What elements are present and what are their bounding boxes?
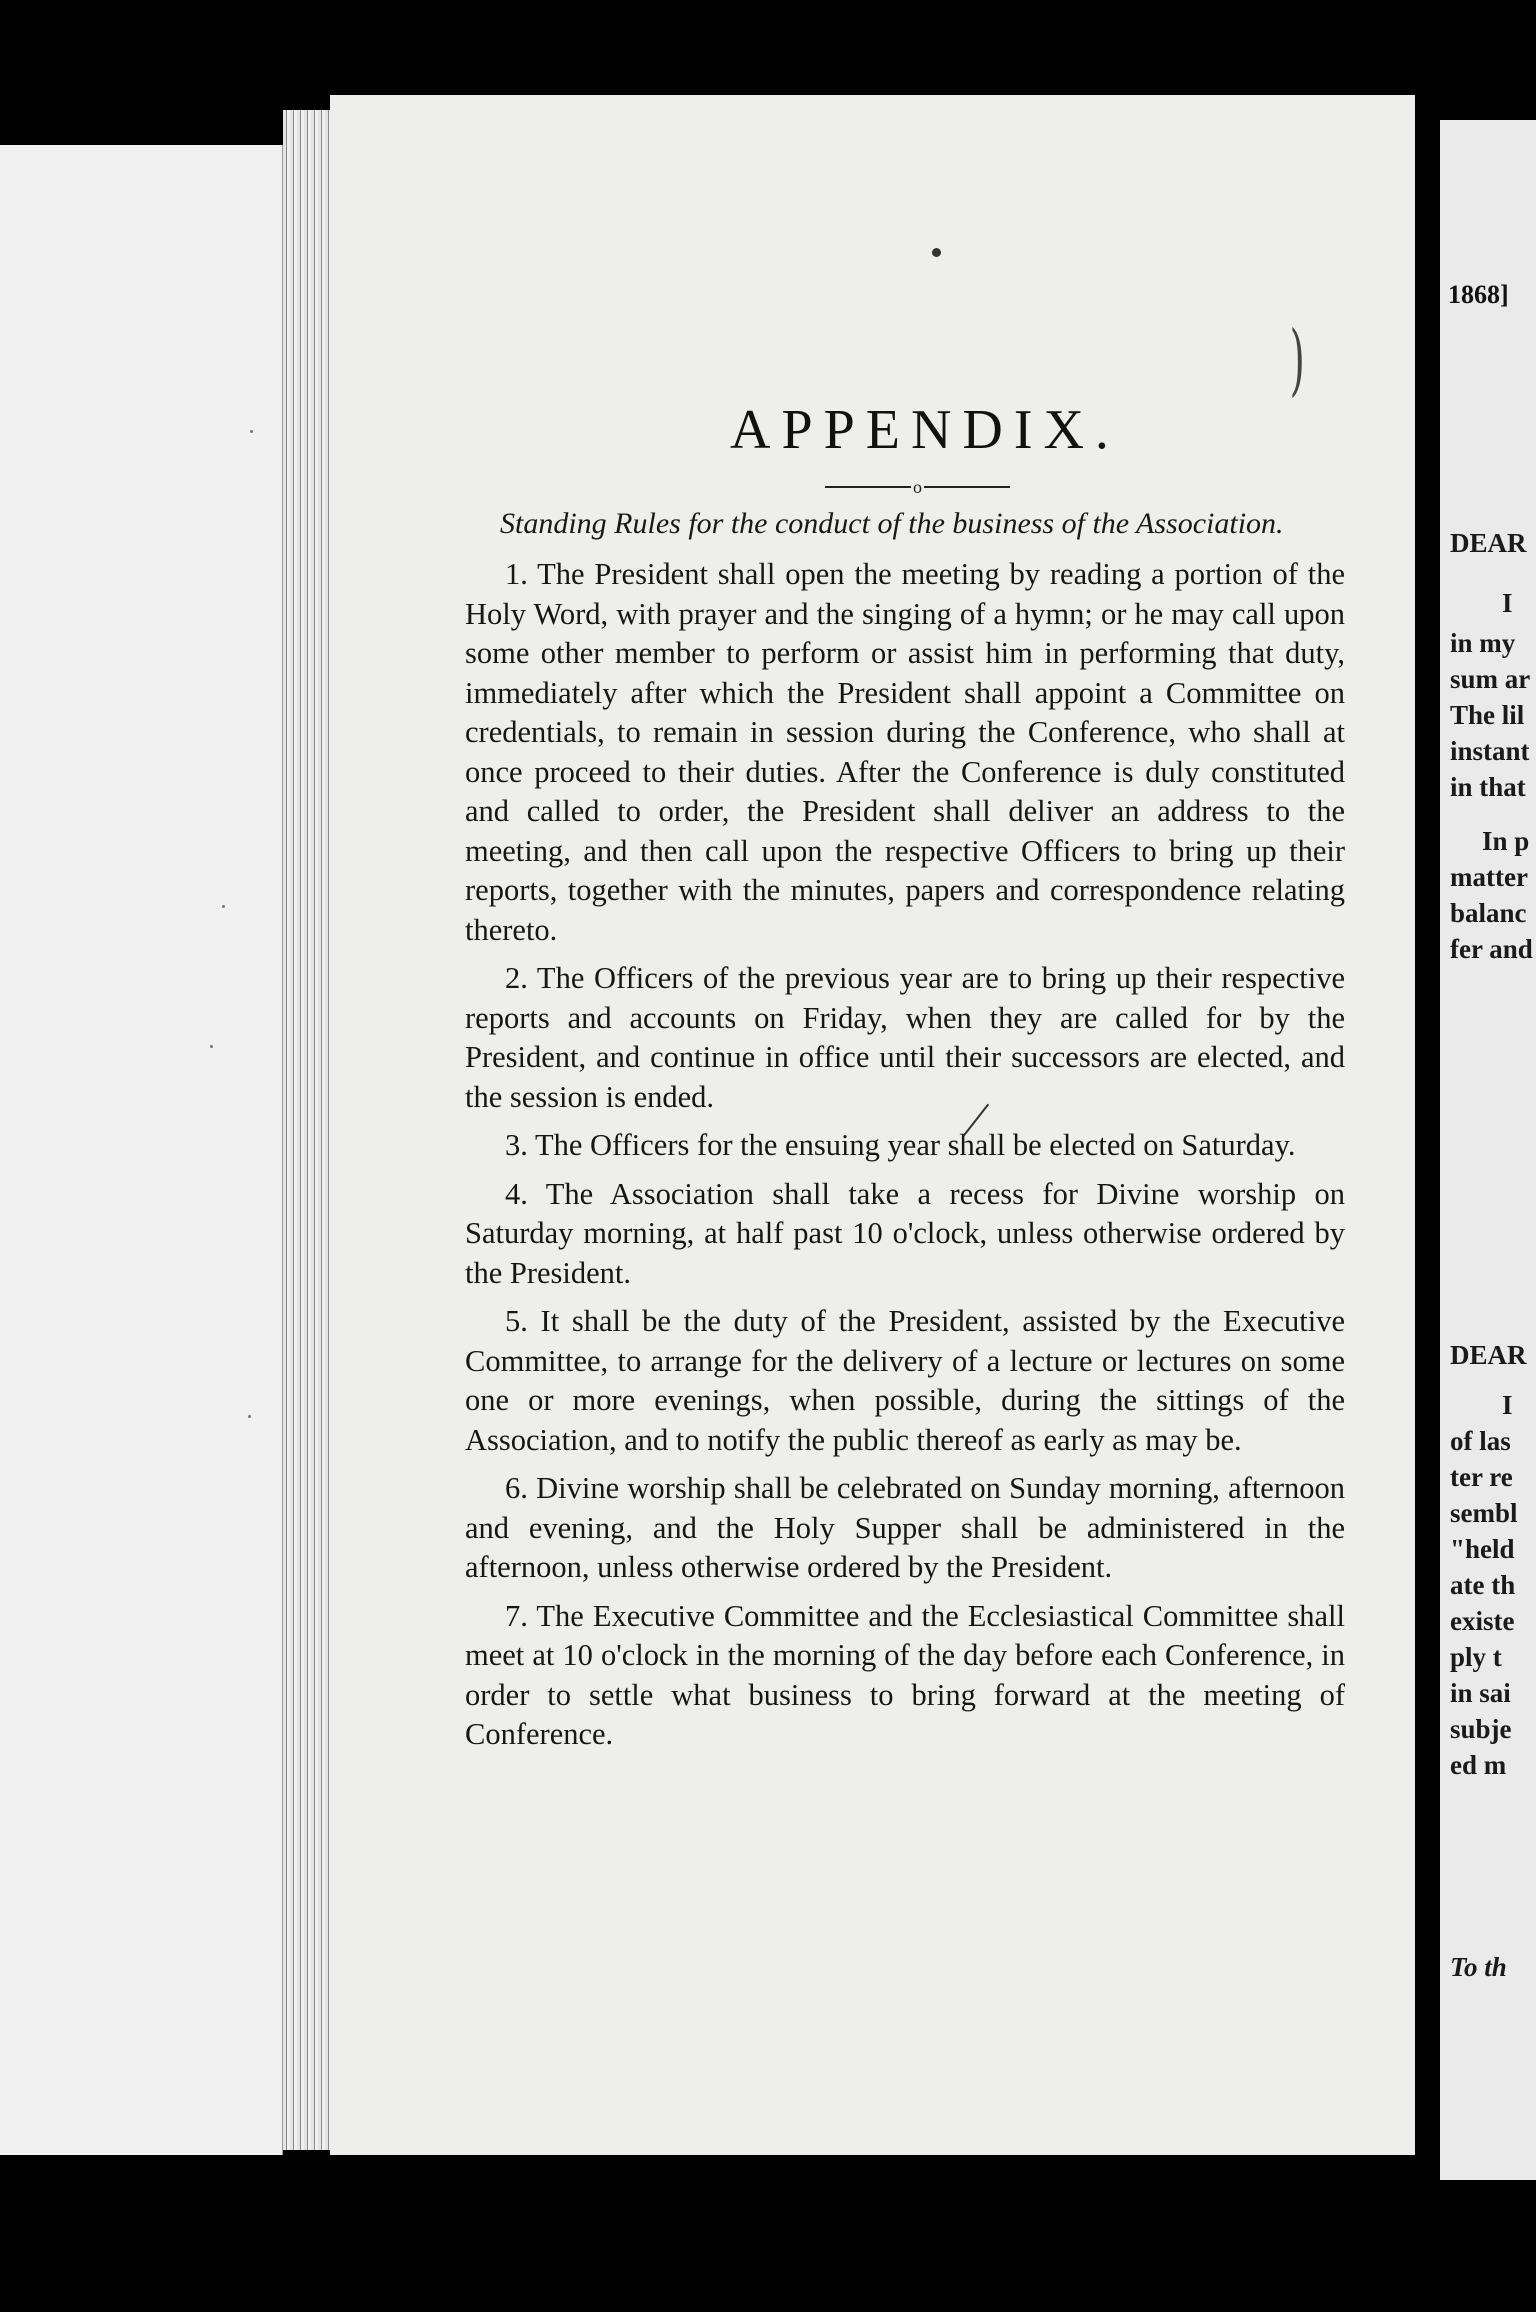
right-page — [1440, 120, 1536, 2180]
right-page-text: DEAR — [1450, 528, 1527, 558]
appendix-title: APPENDIX. — [730, 399, 1120, 461]
rule-ornament: o — [913, 477, 922, 497]
rule-7: 7. The Executive Committee and the Ecclesiastical Committee shall meet at 10 o'clock in the morning of the day before each Conference, in order to settle what business to bring forward at the meeting of Conference. — [465, 1598, 1345, 1751]
speck — [222, 905, 225, 908]
right-page-text: I — [1502, 588, 1513, 618]
ink-dot — [932, 248, 941, 257]
right-page-text: existe — [1450, 1606, 1515, 1636]
right-page-text: ply t — [1450, 1642, 1502, 1672]
right-page-text: instant — [1450, 736, 1530, 766]
year-heading: 1868] — [1448, 280, 1509, 309]
speck — [248, 1415, 251, 1418]
right-page-text: fer and — [1450, 934, 1533, 964]
right-page-text: I — [1502, 1390, 1513, 1420]
appendix-subtitle: Standing Rules for the conduct of the business of the Association. — [500, 507, 1284, 540]
right-page-text: in that — [1450, 772, 1526, 802]
right-page-text: ate th — [1450, 1570, 1516, 1600]
right-page-text: In p — [1482, 826, 1530, 856]
rule-2: 2. The Officers of the previous year are to bring up their respective reports and accounts on Friday, when they are called for by the President, and continue in office until their successors are elected, and the session is ended. — [465, 961, 1345, 1114]
rule-3: 3. The Officers for the ensuing year shall be elected on Saturday. — [505, 1128, 1296, 1162]
right-page-text: sembl — [1450, 1498, 1518, 1528]
right-page-text: sum ar — [1450, 664, 1531, 694]
right-page-text: ter re — [1450, 1462, 1513, 1492]
rule-4: 4. The Association shall take a recess for Divine worship on Saturday morning, at half past 10 o'clock, unless otherwise ordered by the President. — [465, 1176, 1345, 1290]
right-page-text: of las — [1450, 1426, 1511, 1456]
right-page-text: subje — [1450, 1714, 1512, 1744]
rule-5: 5. It shall be the duty of the President, assisted by the Executive Committee, to arrange for the delivery of a lecture or lectures on some one or more evenings, when possible, during the sittings of the Association, and to notify the public thereof as early as may be. — [465, 1304, 1345, 1457]
ornament-rule — [825, 478, 1010, 496]
right-page-text: To th — [1450, 1952, 1507, 1982]
right-page-text: matter — [1450, 862, 1528, 892]
right-page-text: "held — [1450, 1534, 1515, 1564]
rule-line — [825, 486, 911, 488]
rule-1: 1. The President shall open the meeting by reading a portion of the Holy Word, with prayer and the singing of a hymn; or he may call upon some other member to perform or assist him in performing that duty, immediately after which the President shall appoint a Committee on credentials, to remain in session during the Conference, who shall at once proceed to their duties. After the Conference is duly constituted and called to order, the President shall deliver an address to the meeting, and then call upon the respective Officers to bring up their reports, together with the minutes, papers and correspondence relating thereto. — [465, 557, 1345, 947]
right-page-text: DEAR — [1450, 1340, 1527, 1370]
right-page-text: ed m — [1450, 1750, 1507, 1780]
speck — [250, 430, 253, 433]
right-page-text: balanc — [1450, 898, 1527, 928]
right-page-text: The lil — [1450, 700, 1525, 730]
rule-6: 6. Divine worship shall be celebrated on Sunday morning, afternoon and evening, and the Holy Supper shall be administered in the afternoon, unless otherwise ordered by the President. — [465, 1471, 1345, 1584]
bracket-mark: ) — [1289, 315, 1305, 405]
right-page-text: in sai — [1450, 1678, 1511, 1708]
left-margin — [0, 145, 283, 2155]
speck — [210, 1045, 213, 1048]
right-page-text: in my — [1450, 628, 1516, 658]
page-edges — [283, 110, 331, 2150]
rule-line — [924, 486, 1010, 488]
standing-rules — [465, 555, 1345, 1764]
